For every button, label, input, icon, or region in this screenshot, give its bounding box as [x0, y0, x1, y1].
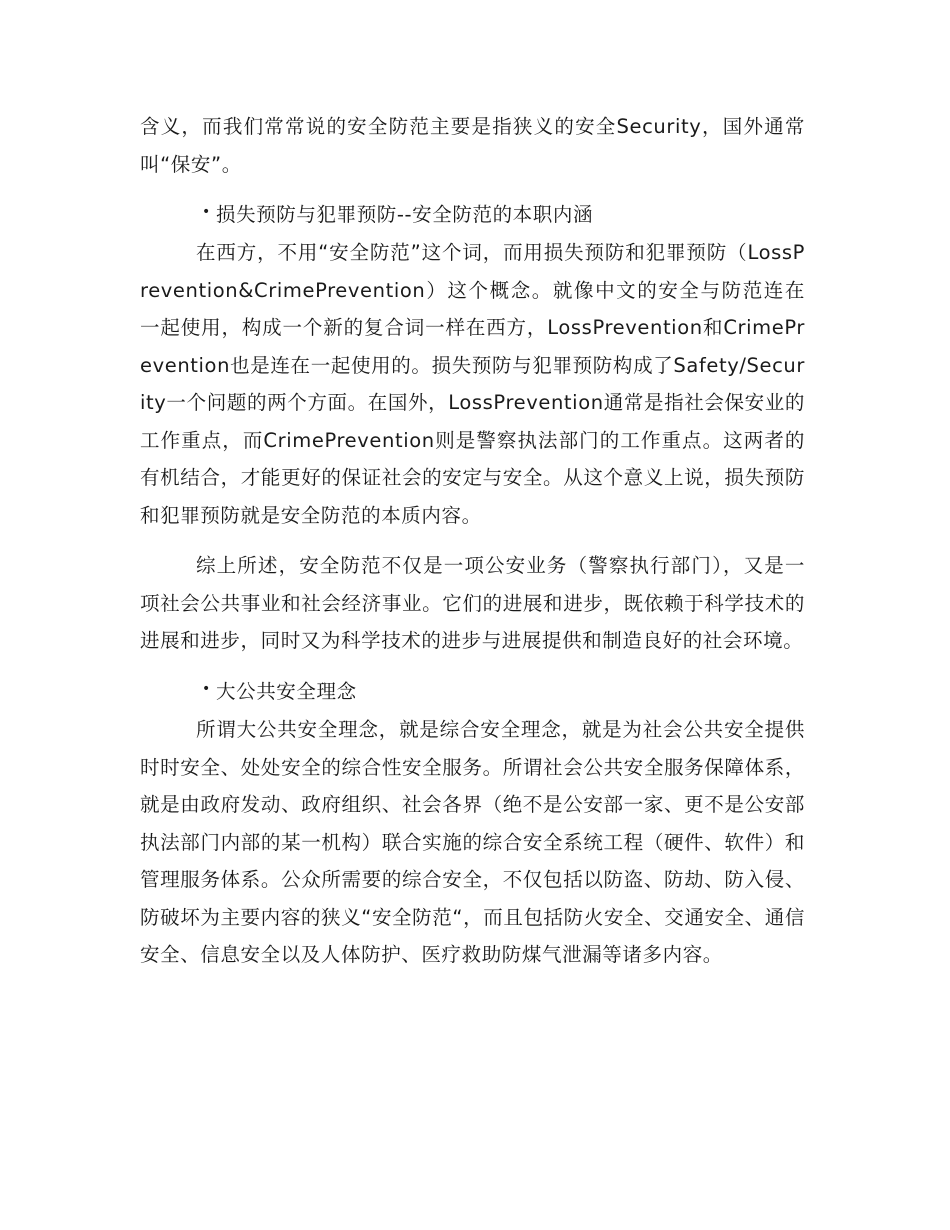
- heading-public-safety-concept: [140, 673, 805, 711]
- bullet-icon: •: [202, 680, 211, 697]
- document-body: [140, 108, 805, 974]
- heading-text: 大公共安全理念: [216, 679, 357, 703]
- bullet-icon: •: [202, 203, 211, 220]
- heading-loss-crime-prevention: [140, 196, 805, 234]
- paragraph-summary: 综上所述，安全防范不仅是一项公安业务（警察执行部门），又是一项社会公共事业和社会经济事业。它们的进展和进步，既依赖于科学技术的进展和进步，同时又为科学技术的进步与进展提供和制造良好的社会环境。: [140, 554, 805, 653]
- paragraph-security-meaning: 含义，而我们常常说的安全防范主要是指狭义的安全Security，国外通常叫“保安”。: [140, 115, 805, 176]
- paragraph-comprehensive-safety: 所谓大公共安全理念，就是综合安全理念，就是为社会公共安全提供时时安全、处处安全的综合性安全服务。所谓社会公共安全服务保障体系，就是由政府发动、政府组织、社会各界（绝不是公安部一家、更不是公安部执法部门内部的某一机构）联合实施的综合安全系统工程（硬件、软件）和管理服务体系。公众所需要的综合安全，不仅包括以防盗、防劫、防入侵、防破坏为主要内容的狭义“安全防范“，而且包括防火安全、交通安全、通信安全、信息安全以及人体防护、医疗救助防煤气泄漏等诸多内容。: [140, 718, 805, 966]
- paragraph-western-concept: 在西方，不用“安全防范”这个词，而用损失预防和犯罪预防（LossPrevention&CrimePrevention）这个概念。就像中文的安全与防范连在一起使用，构成一个新的复合词一样在西方，LossPrevention和CrimePrevention也是连在一起使用的。损失预防与犯罪预防构成了Safety/Security一个问题的两个方面。在国外，LossPrevention通常是指社会保安业的工作重点，而CrimePrevention则是警察执法部门的工作重点。这两者的有机结合，才能更好的保证社会的安定与安全。从这个意义上说，损失预防和犯罪预防就是安全防范的本质内容。: [140, 241, 805, 527]
- heading-text: 损失预防与犯罪预防--安全防范的本职内涵: [216, 203, 594, 226]
